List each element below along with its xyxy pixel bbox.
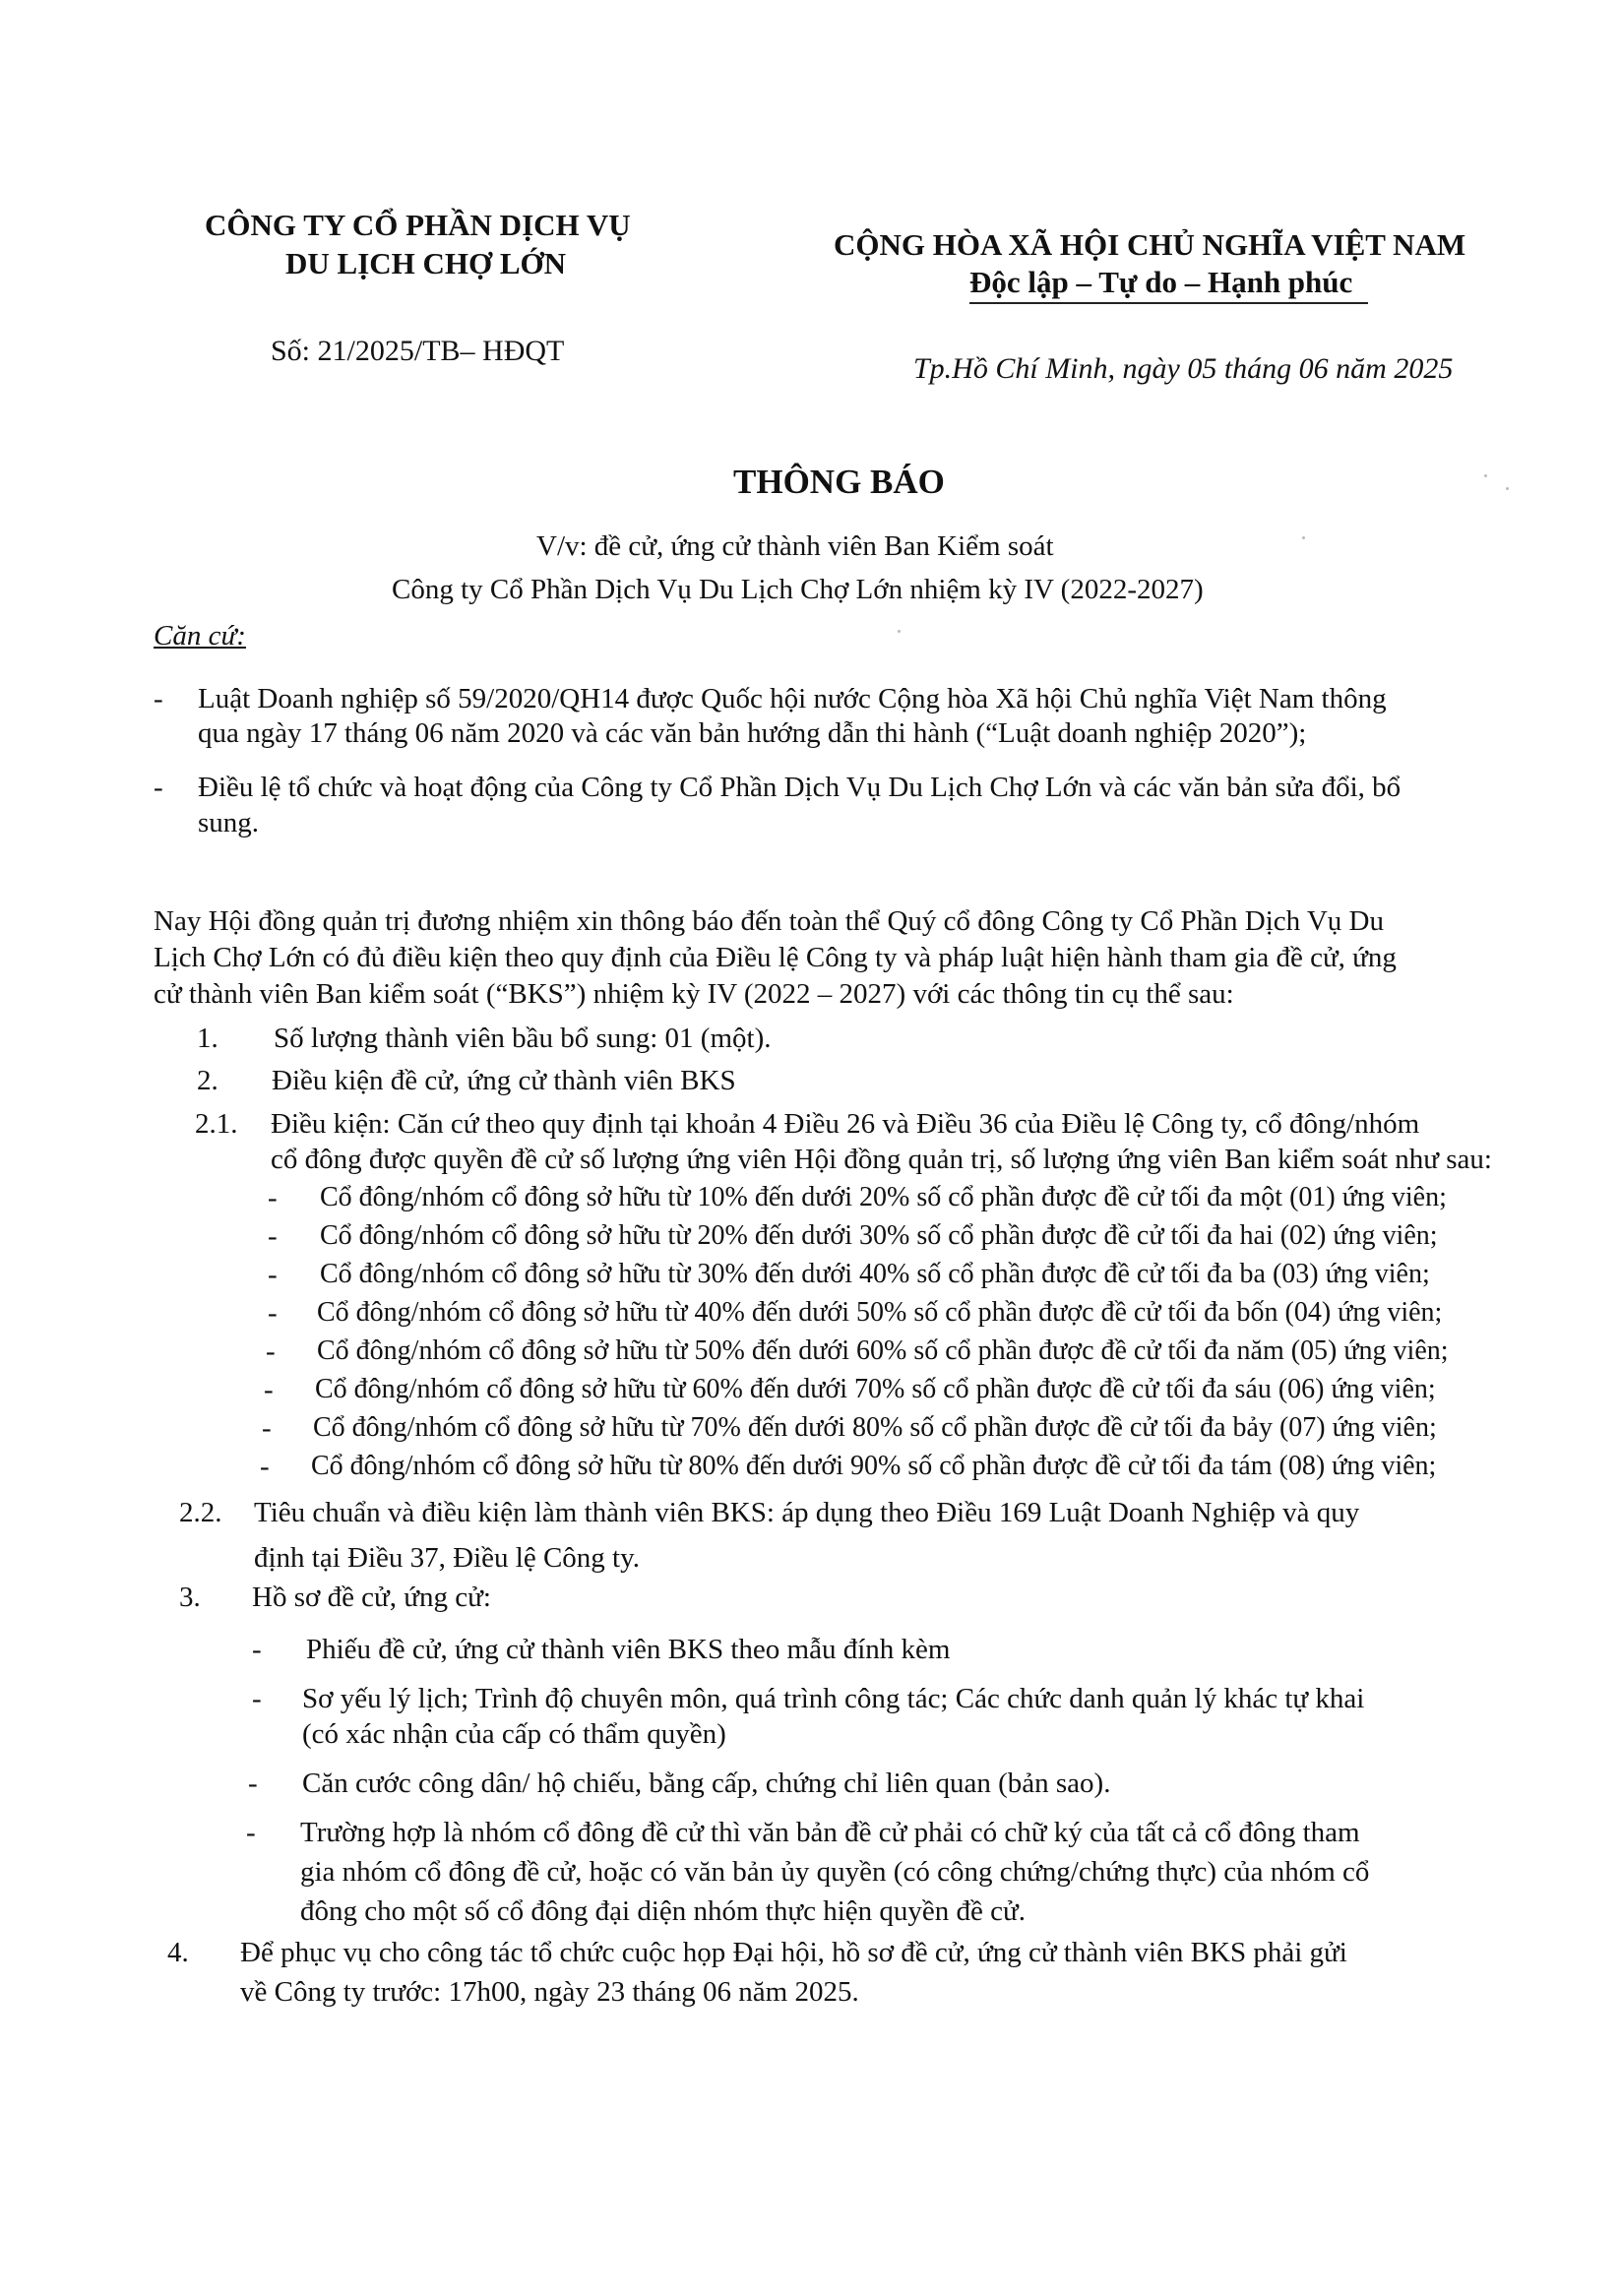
notice-title: THÔNG BÁO xyxy=(733,463,945,501)
item-1-text: Số lượng thành viên bầu bổ sung: 01 (một). xyxy=(274,1023,772,1054)
condition-bullet: - xyxy=(268,1259,278,1290)
basis-bullet-2: - xyxy=(154,772,163,803)
dossier-bullet: - xyxy=(252,1683,262,1714)
dossier-bullet: - xyxy=(252,1634,262,1665)
basis-2-line1: Điều lệ tổ chức và hoạt động của Công ty Cổ Phần Dịch Vụ Du Lịch Chợ Lớn và các văn bản sửa đổi, bổ xyxy=(198,772,1402,803)
intro-line1: Nay Hội đồng quản trị đương nhiệm xin thông báo đến toàn thể Quý cổ đông Công ty Cổ Phần Dịch Vụ Du xyxy=(154,905,1385,937)
place-and-date: Tp.Hồ Chí Minh, ngày 05 tháng 06 năm 2025 xyxy=(913,352,1454,385)
condition-bullet: - xyxy=(266,1335,276,1367)
condition-bullet: - xyxy=(268,1297,278,1329)
item-2-1-line1: Điều kiện: Căn cứ theo quy định tại khoản 4 Điều 26 và Điều 36 của Điều lệ Công ty, cổ đông/nhóm xyxy=(271,1108,1420,1140)
nation-motto: Độc lập – Tự do – Hạnh phúc xyxy=(969,265,1353,299)
condition-item: Cổ đông/nhóm cổ đông sở hữu từ 50% đến dưới 60% số cổ phần được đề cử tối đa năm (05) ứng viên; xyxy=(317,1335,1449,1366)
item-3-text: Hồ sơ đề cử, ứng cử: xyxy=(252,1582,491,1613)
dossier-item-3: Căn cước công dân/ hộ chiếu, bằng cấp, chứng chỉ liên quan (bản sao). xyxy=(302,1768,1111,1799)
item-2-1-number: 2.1. xyxy=(195,1108,238,1140)
intro-line3: cử thành viên Ban kiểm soát (“BKS”) nhiệm kỳ IV (2022 – 2027) với các thông tin cụ thể sau: xyxy=(154,978,1234,1010)
condition-item: Cổ đông/nhóm cổ đông sở hữu từ 70% đến dưới 80% số cổ phần được đề cử tối đa bảy (07) ứng viên; xyxy=(313,1412,1437,1443)
condition-bullet: - xyxy=(268,1182,278,1213)
item-4-number: 4. xyxy=(167,1937,189,1968)
nation-name: CỘNG HÒA XÃ HỘI CHỦ NGHĨA VIỆT NAM xyxy=(834,227,1466,262)
dossier-item-1: Phiếu đề cử, ứng cử thành viên BKS theo mẫu đính kèm xyxy=(306,1634,951,1665)
condition-item: Cổ đông/nhóm cổ đông sở hữu từ 30% đến dưới 40% số cổ phần được đề cử tối đa ba (03) ứng viên; xyxy=(320,1259,1430,1289)
dossier-item-2-line1: Sơ yếu lý lịch; Trình độ chuyên môn, quá trình công tác; Các chức danh quản lý khác tự khai xyxy=(302,1683,1365,1714)
scan-speck xyxy=(1484,474,1487,477)
dossier-item-4-line1: Trường hợp là nhóm cổ đông đề cử thì văn bản đề cử phải có chữ ký của tất cả cổ đông tham xyxy=(300,1817,1360,1848)
item-4-line2: về Công ty trước: 17h00, ngày 23 tháng 06 năm 2025. xyxy=(240,1976,859,2008)
dossier-bullet: - xyxy=(246,1817,256,1848)
condition-item: Cổ đông/nhóm cổ đông sở hữu từ 60% đến dưới 70% số cổ phần được đề cử tối đa sáu (06) ứng viên; xyxy=(315,1374,1436,1404)
condition-bullet: - xyxy=(268,1220,278,1252)
item-2-2-line1: Tiêu chuẩn và điều kiện làm thành viên BKS: áp dụng theo Điều 169 Luật Doanh Nghiệp và quy xyxy=(254,1497,1360,1528)
item-2-2-number: 2.2. xyxy=(179,1497,222,1528)
notice-subject-line2: Công ty Cổ Phần Dịch Vụ Du Lịch Chợ Lớn nhiệm kỳ IV (2022-2027) xyxy=(392,574,1204,605)
scan-speck xyxy=(898,630,901,633)
condition-item: Cổ đông/nhóm cổ đông sở hữu từ 10% đến dưới 20% số cổ phần được đề cử tối đa một (01) ứng viên; xyxy=(320,1182,1447,1212)
item-3-number: 3. xyxy=(179,1582,201,1613)
item-2-number: 2. xyxy=(197,1065,218,1096)
basis-1-line2: qua ngày 17 tháng 06 năm 2020 và các văn bản hướng dẫn thi hành (“Luật doanh nghiệp 2020”); xyxy=(198,717,1307,749)
dossier-bullet: - xyxy=(248,1768,258,1799)
item-2-2-line2: định tại Điều 37, Điều lệ Công ty. xyxy=(254,1542,640,1574)
notice-subject-line1: V/v: đề cử, ứng cử thành viên Ban Kiểm soát xyxy=(536,530,1054,562)
intro-line2: Lịch Chợ Lớn có đủ điều kiện theo quy định của Điều lệ Công ty và pháp luật hiện hành tham gia đề cử, ứng xyxy=(154,942,1397,973)
basis-1-line1: Luật Doanh nghiệp số 59/2020/QH14 được Quốc hội nước Cộng hòa Xã hội Chủ nghĩa Việt Nam thông xyxy=(198,683,1387,714)
company-name-line2: DU LỊCH CHỢ LỚN xyxy=(285,246,567,280)
dossier-item-2-line2: (có xác nhận của cấp có thẩm quyền) xyxy=(302,1718,726,1750)
motto-underline xyxy=(969,302,1368,304)
dossier-item-4-line2: gia nhóm cổ đông đề cử, hoặc có văn bản ủy quyền (có công chứng/chứng thực) của nhóm cổ xyxy=(300,1856,1370,1888)
item-4-line1: Để phục vụ cho công tác tổ chức cuộc họp Đại hội, hồ sơ đề cử, ứng cử thành viên BKS phải gửi xyxy=(240,1937,1347,1968)
condition-bullet: - xyxy=(262,1412,272,1444)
basis-heading: Căn cứ: xyxy=(154,620,246,652)
company-name-line1: CÔNG TY CỔ PHẦN DỊCH VỤ xyxy=(205,208,631,242)
condition-item: Cổ đông/nhóm cổ đông sở hữu từ 20% đến dưới 30% số cổ phần được đề cử tối đa hai (02) ứng viên; xyxy=(320,1220,1438,1251)
scan-speck xyxy=(1506,487,1509,490)
item-2-text: Điều kiện đề cử, ứng cử thành viên BKS xyxy=(272,1065,736,1096)
item-1-number: 1. xyxy=(197,1023,218,1054)
basis-2-line2: sung. xyxy=(198,807,260,838)
condition-item: Cổ đông/nhóm cổ đông sở hữu từ 40% đến dưới 50% số cổ phần được đề cử tối đa bốn (04) ứng viên; xyxy=(317,1297,1443,1328)
document-number: Số: 21/2025/TB– HĐQT xyxy=(271,335,565,367)
scan-speck xyxy=(1302,536,1305,539)
basis-bullet-1: - xyxy=(154,683,163,714)
dossier-item-4-line3: đông cho một số cổ đông đại diện nhóm thực hiện quyền đề cử. xyxy=(300,1895,1026,1927)
condition-item: Cổ đông/nhóm cổ đông sở hữu từ 80% đến dưới 90% số cổ phần được đề cử tối đa tám (08) ứng viên; xyxy=(311,1451,1437,1481)
condition-bullet: - xyxy=(264,1374,274,1405)
item-2-1-line2: cổ đông được quyền đề cử số lượng ứng viên Hội đồng quản trị, số lượng ứng viên Ban kiểm soát như sau: xyxy=(271,1144,1492,1175)
condition-bullet: - xyxy=(260,1451,270,1482)
